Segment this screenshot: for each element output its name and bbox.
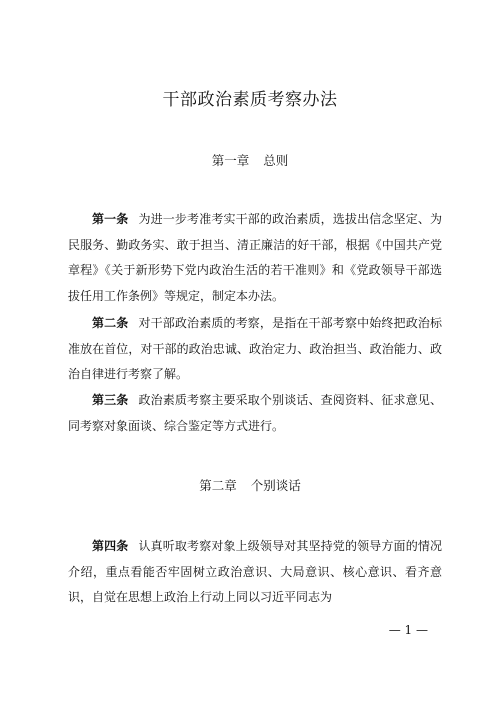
article-text: 对干部政治素质的考察，是指在干部考察中始终把政治标准放在首位，对干部的政治忠诚、政治定力、政治担当、政治能力、政治自律进行考察了解。 [68, 316, 442, 381]
article-text: 为进一步考准考实干部的政治素质，选拔出信念坚定、为民服务、勤政务实、敢于担当、清正廉洁的好干部，根据《中国共产党章程》《关于新形势下党内政治生活的若干准则》和《党政领导干部选拔任用工作条例》等规定，制定本办法。 [68, 212, 442, 303]
chapter-number: 第一章 [211, 153, 250, 168]
article-text: 政治素质考察主要采取个别谈话、查阅资料、征求意见、同考察对象面谈、综合鉴定等方式进行。 [68, 393, 442, 433]
page-title: 干部政治素质考察办法 [162, 90, 338, 110]
chapter-number: 第二章 [199, 478, 237, 493]
article-text: 认真听取考察对象上级领导对其坚持党的领导方面的情况介绍，重点看能否牢固树立政治意识、大局意识、核心意识、看齐意识，自觉在思想上政治上行动上同以习近平同志为 [68, 539, 442, 604]
article-number: 第二条 [92, 316, 129, 330]
page-number: — 1 — [388, 623, 428, 637]
article [68, 534, 442, 611]
article [68, 311, 442, 388]
chapter-heading [0, 152, 500, 170]
article-number: 第一条 [92, 212, 129, 226]
article-number: 第三条 [92, 393, 129, 407]
chapter-name: 总则 [263, 153, 289, 168]
chapter-name: 个别谈话 [250, 478, 301, 493]
article-number: 第四条 [92, 539, 129, 553]
chapter-heading [0, 477, 500, 495]
article [68, 388, 442, 439]
article [68, 207, 442, 309]
